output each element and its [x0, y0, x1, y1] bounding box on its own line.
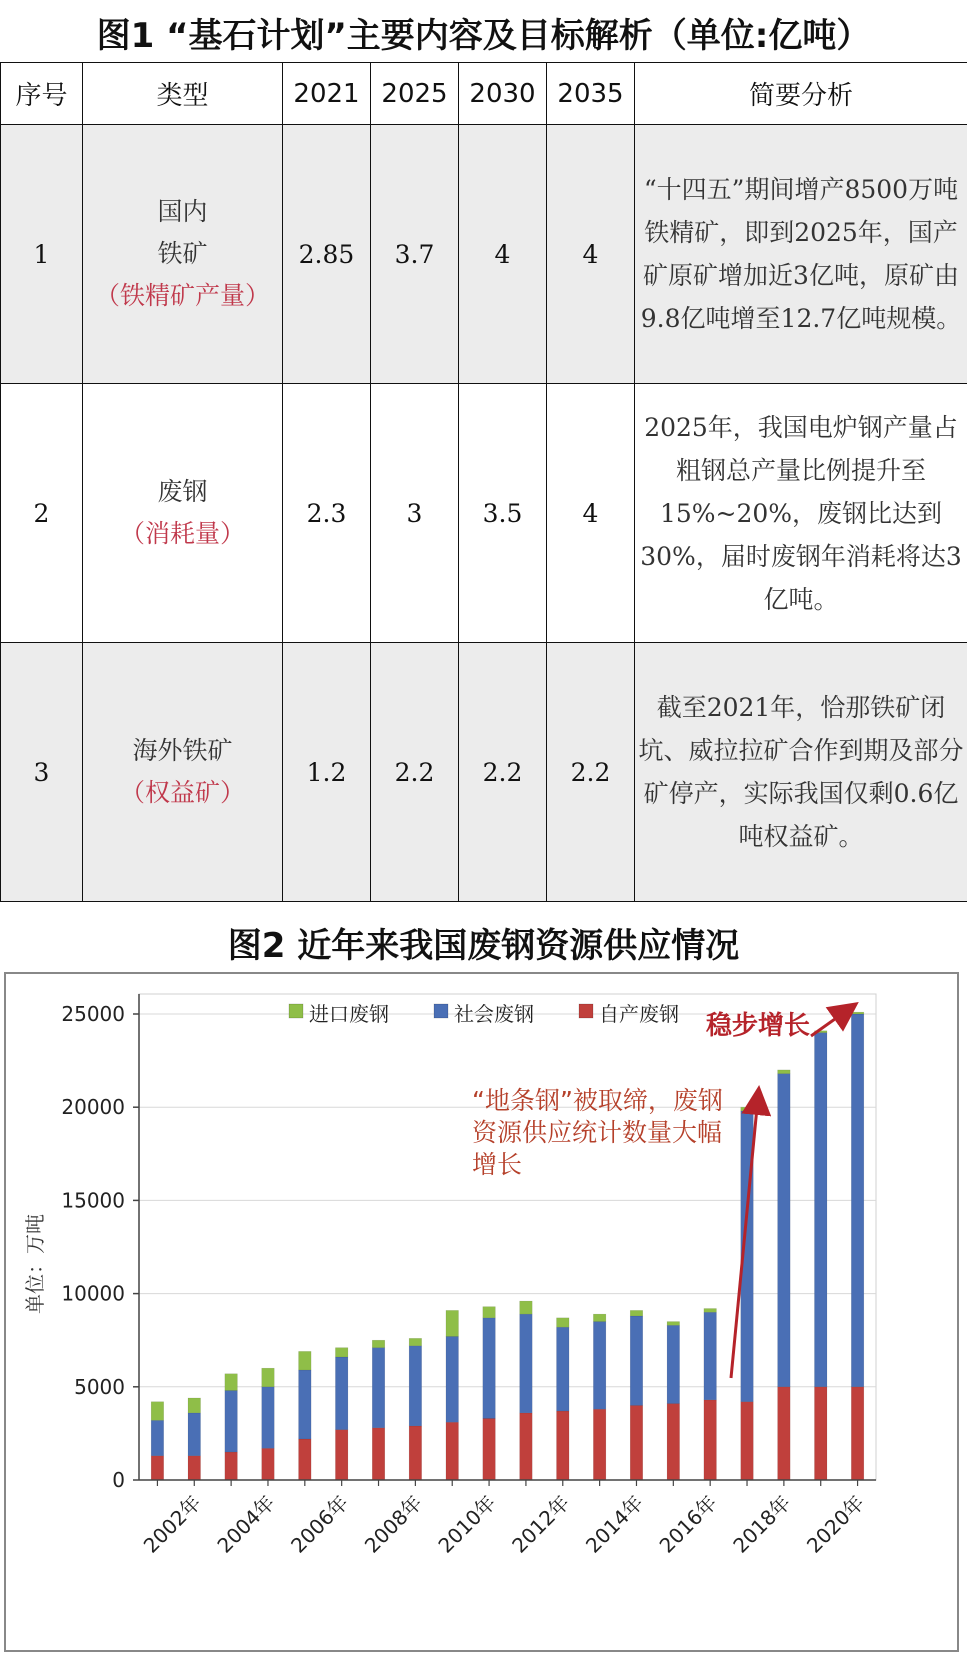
header-2030: 2030: [459, 63, 547, 125]
bar-segment: [151, 1420, 164, 1455]
analysis-text: 2025年，我国电炉钢产量占粗钢总产量比例提升至15%~20%，废钢比达到30%，届时废钢年消耗将达3亿吨。: [635, 384, 967, 643]
annotation-line: 资源供应统计数量大幅: [472, 1118, 723, 1147]
header-2021: 2021: [283, 63, 371, 125]
bar-segment: [851, 1012, 864, 1014]
header-no: 序号: [1, 63, 83, 125]
bar-segment: [778, 1070, 791, 1074]
value-2021: 2.3: [283, 384, 371, 643]
bar-segment: [483, 1418, 496, 1480]
bar-segment: [225, 1374, 238, 1391]
bar-segment: [630, 1310, 643, 1316]
bar-segment: [335, 1430, 348, 1480]
bar-segment: [557, 1327, 570, 1411]
legend: [289, 1002, 679, 1026]
annotation-steady: 稳步增长: [706, 1011, 811, 1041]
legend-label: 自产废钢: [599, 1002, 679, 1026]
row-no: 1: [1, 125, 83, 384]
x-tick-label: 2002年: [138, 1490, 206, 1558]
analysis-text: “十四五”期间增产8500万吨铁精矿，即到2025年，国产矿原矿增加近3亿吨，原矿由9.8亿吨增至12.7亿吨规模。: [635, 125, 967, 384]
table-row: [1, 643, 967, 902]
bar-segment: [814, 1387, 827, 1480]
chart-title: 图2 近年来我国废钢资源供应情况: [227, 926, 740, 966]
type-sublabel: （铁精矿产量）: [94, 281, 270, 310]
value-2025: 3: [371, 384, 459, 643]
header-2035: 2035: [547, 63, 635, 125]
bar-segment: [741, 1402, 754, 1480]
x-tick-label: 2012年: [507, 1490, 575, 1558]
row-type: [83, 384, 283, 643]
x-tick-label: 2008年: [359, 1490, 427, 1558]
bar-segment: [667, 1404, 680, 1480]
type-sublabel: （权益矿）: [119, 778, 245, 807]
x-tick-label: 2018年: [728, 1490, 796, 1558]
x-tick-label: 2006年: [286, 1490, 354, 1558]
row-no: 3: [1, 643, 83, 902]
y-axis-label: 单位：万吨: [23, 1214, 47, 1314]
analysis-text: 截至2021年，恰那铁矿闭坑、威拉拉矿合作到期及部分矿停产，实际我国仅剩0.6亿吨权益矿。: [635, 643, 967, 902]
bar-segment: [593, 1409, 606, 1480]
bar-segment: [704, 1312, 717, 1400]
type-label: 废钢: [157, 477, 208, 506]
bar-segment: [188, 1456, 201, 1480]
value-2025: 2.2: [371, 643, 459, 902]
y-tick-label: 10000: [61, 1281, 125, 1306]
gridlines: [139, 994, 876, 1480]
bar-segment: [667, 1322, 680, 1326]
bar-segment: [483, 1307, 496, 1318]
bar-segment: [372, 1340, 385, 1347]
bar-segment: [372, 1428, 385, 1480]
row-type: [83, 125, 283, 384]
bar-segment: [409, 1338, 422, 1345]
type-label: 铁矿: [157, 239, 208, 268]
bar-segment: [741, 1107, 754, 1111]
bar-segment: [630, 1405, 643, 1480]
bar-segment: [262, 1448, 275, 1480]
value-2035: 4: [547, 384, 635, 643]
type-label: 国内: [157, 197, 208, 226]
bar-segment: [446, 1422, 459, 1480]
y-tick-label: 0: [112, 1468, 125, 1492]
legend-swatch: [434, 1004, 448, 1018]
x-tick-label: 2010年: [433, 1490, 501, 1558]
bar-segment: [593, 1322, 606, 1410]
y-tick-label: 15000: [61, 1188, 125, 1213]
header-2025: 2025: [371, 63, 459, 125]
bar-segment: [704, 1309, 717, 1313]
bar-segment: [851, 1014, 864, 1387]
bar-segment: [704, 1400, 717, 1480]
bar-segment: [262, 1368, 275, 1387]
bar-segment: [299, 1439, 312, 1480]
annotation-line: “地条钢”被取缔，废钢: [472, 1086, 723, 1115]
bar-segment: [335, 1348, 348, 1357]
bar-segment: [483, 1318, 496, 1419]
value-2035: 2.2: [547, 643, 635, 902]
legend-swatch: [289, 1004, 303, 1018]
header-analysis: 简要分析: [635, 63, 967, 125]
bar-segment: [778, 1074, 791, 1387]
bar-segment: [630, 1316, 643, 1405]
table-row: [1, 125, 967, 384]
bar-segment: [520, 1413, 533, 1480]
value-2030: 2.2: [459, 643, 547, 902]
bar-segment: [593, 1314, 606, 1321]
bar-segment: [667, 1325, 680, 1403]
row-type: [83, 643, 283, 902]
value-2035: 4: [547, 125, 635, 384]
target-table: [0, 62, 967, 902]
bar-segment: [446, 1310, 459, 1336]
bar-segment: [520, 1314, 533, 1413]
row-no: 2: [1, 384, 83, 643]
legend-label: 进口废钢: [309, 1002, 389, 1026]
bar-segment: [520, 1301, 533, 1314]
bar-segment: [409, 1426, 422, 1480]
value-2030: 3.5: [459, 384, 547, 643]
value-2030: 4: [459, 125, 547, 384]
bar-segment: [151, 1456, 164, 1480]
bar-segment: [372, 1348, 385, 1428]
x-tick-label: 2020年: [802, 1490, 870, 1558]
chart-frame: [4, 972, 959, 1652]
y-tick-label: 25000: [61, 1002, 125, 1026]
legend-label: 社会废钢: [454, 1002, 534, 1026]
legend-swatch: [579, 1004, 593, 1018]
annotation-line: 增长: [472, 1150, 523, 1179]
bar-segment: [778, 1387, 791, 1480]
value-2021: 2.85: [283, 125, 371, 384]
table-row: [1, 384, 967, 643]
table-header-row: [1, 63, 967, 125]
bar-segment: [557, 1411, 570, 1480]
bar-segment: [151, 1402, 164, 1421]
type-sublabel: （消耗量）: [119, 519, 245, 548]
value-2021: 1.2: [283, 643, 371, 902]
bar-segment: [188, 1398, 201, 1413]
bar-segment: [299, 1351, 312, 1370]
y-tick-label: 20000: [61, 1095, 125, 1120]
plot-area: [139, 994, 876, 1480]
x-tick-label: 2016年: [654, 1490, 722, 1558]
bar-segment: [262, 1387, 275, 1449]
bar-segment: [225, 1452, 238, 1480]
bar-segment: [814, 1033, 827, 1387]
bar-segment: [225, 1391, 238, 1453]
value-2025: 3.7: [371, 125, 459, 384]
bar-segment: [299, 1370, 312, 1439]
bar-segment: [409, 1346, 422, 1426]
header-type: 类型: [83, 63, 283, 125]
y-tick-label: 5000: [74, 1374, 125, 1399]
stacked-bar-chart: [6, 974, 957, 1650]
bar-segment: [557, 1318, 570, 1327]
x-tick-label: 2014年: [580, 1490, 649, 1558]
bar-segment: [335, 1357, 348, 1430]
bar-segment: [851, 1387, 864, 1480]
bar-segment: [446, 1336, 459, 1422]
x-tick-label: 2004年: [212, 1490, 280, 1558]
bar-segment: [188, 1413, 201, 1456]
type-label: 海外铁矿: [132, 736, 233, 765]
table-title: 图1 “基石计划”主要内容及目标解析（单位:亿吨）: [96, 16, 871, 56]
